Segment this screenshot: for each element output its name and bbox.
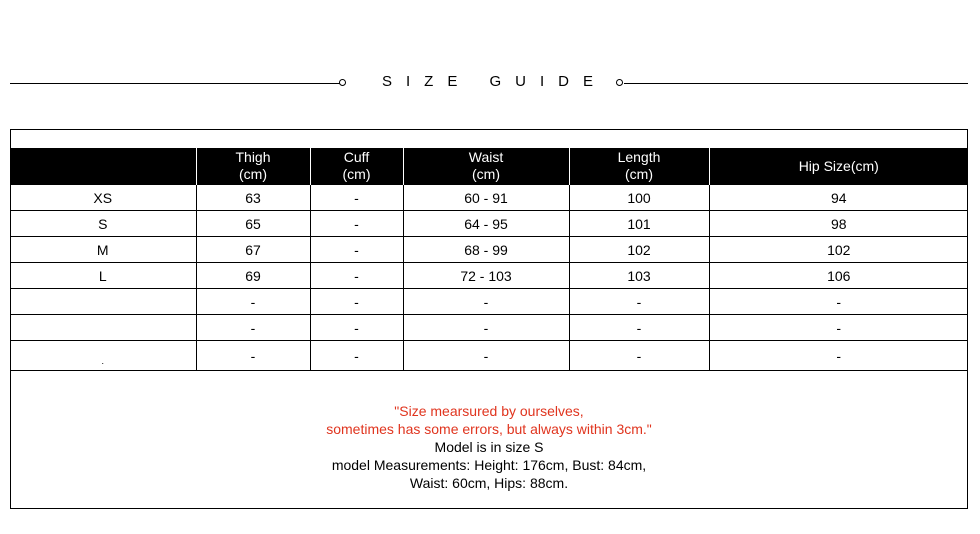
table-cell: XS xyxy=(10,185,196,211)
table-cell: 72 - 103 xyxy=(403,263,569,289)
table-cell: - xyxy=(403,315,569,341)
title-divider-left xyxy=(10,83,340,84)
table-cell: - xyxy=(569,315,709,341)
size-table xyxy=(10,148,968,371)
table-row xyxy=(10,341,968,371)
table-cell xyxy=(10,289,196,315)
table-cell: - xyxy=(310,263,403,289)
table-cell: - xyxy=(310,185,403,211)
header-thigh: Thigh (cm) xyxy=(196,148,310,185)
table-cell: - xyxy=(310,341,403,371)
header-length: Length (cm) xyxy=(569,148,709,185)
table-cell: 98 xyxy=(709,211,968,237)
header-hip-size: Hip Size(cm) xyxy=(709,148,968,185)
table-cell: S xyxy=(10,211,196,237)
table-row xyxy=(10,185,968,211)
table-cell: - xyxy=(709,315,968,341)
note-disclaimer-line1: "Size mearsured by ourselves, xyxy=(394,403,584,419)
table-cell: 67 xyxy=(196,237,310,263)
table-cell: 60 - 91 xyxy=(403,185,569,211)
page-title: SIZE GUIDE xyxy=(382,73,608,90)
table-row xyxy=(10,263,968,289)
title-circle-right-icon xyxy=(616,79,623,86)
note-model-measurements-cont: Waist: 60cm, Hips: 88cm. xyxy=(409,475,569,491)
header-size xyxy=(10,148,196,185)
table-cell: 103 xyxy=(569,263,709,289)
table-row xyxy=(10,289,968,315)
note-model-measurements: model Measurements: Height: 176cm, Bust: 84cm, xyxy=(331,457,647,473)
table-cell: 68 - 99 xyxy=(403,237,569,263)
size-guide-title-row xyxy=(10,70,968,96)
table-cell: 100 xyxy=(569,185,709,211)
table-row xyxy=(10,237,968,263)
title-divider-right xyxy=(624,83,968,84)
table-cell: 102 xyxy=(709,237,968,263)
table-cell: 63 xyxy=(196,185,310,211)
table-cell: 65 xyxy=(196,211,310,237)
table-row xyxy=(10,315,968,341)
table-cell: - xyxy=(709,341,968,371)
table-cell: - xyxy=(403,289,569,315)
table-cell: 94 xyxy=(709,185,968,211)
header-cuff: Cuff (cm) xyxy=(310,148,403,185)
title-circle-left-icon xyxy=(339,79,346,86)
table-cell xyxy=(10,315,196,341)
table-cell: 64 - 95 xyxy=(403,211,569,237)
note-model-size: Model is in size S xyxy=(434,439,544,455)
table-cell: - xyxy=(709,289,968,315)
note-disclaimer-line2: sometimes has some errors, but always within 3cm." xyxy=(326,421,652,437)
table-cell: - xyxy=(403,341,569,371)
table-row xyxy=(10,211,968,237)
table-cell: M xyxy=(10,237,196,263)
table-cell: - xyxy=(310,315,403,341)
table-cell: 69 xyxy=(196,263,310,289)
table-cell: 106 xyxy=(709,263,968,289)
table-cell: L xyxy=(10,263,196,289)
table-cell: - xyxy=(310,289,403,315)
table-cell: - xyxy=(196,289,310,315)
size-notes xyxy=(10,402,968,492)
table-cell: - xyxy=(569,289,709,315)
table-cell: - xyxy=(310,211,403,237)
table-cell: . xyxy=(10,341,196,371)
table-cell: - xyxy=(310,237,403,263)
table-header-row xyxy=(10,148,968,185)
table-cell: - xyxy=(569,341,709,371)
table-cell: 102 xyxy=(569,237,709,263)
table-cell: - xyxy=(196,341,310,371)
table-cell: 101 xyxy=(569,211,709,237)
header-waist: Waist (cm) xyxy=(403,148,569,185)
table-cell: - xyxy=(196,315,310,341)
